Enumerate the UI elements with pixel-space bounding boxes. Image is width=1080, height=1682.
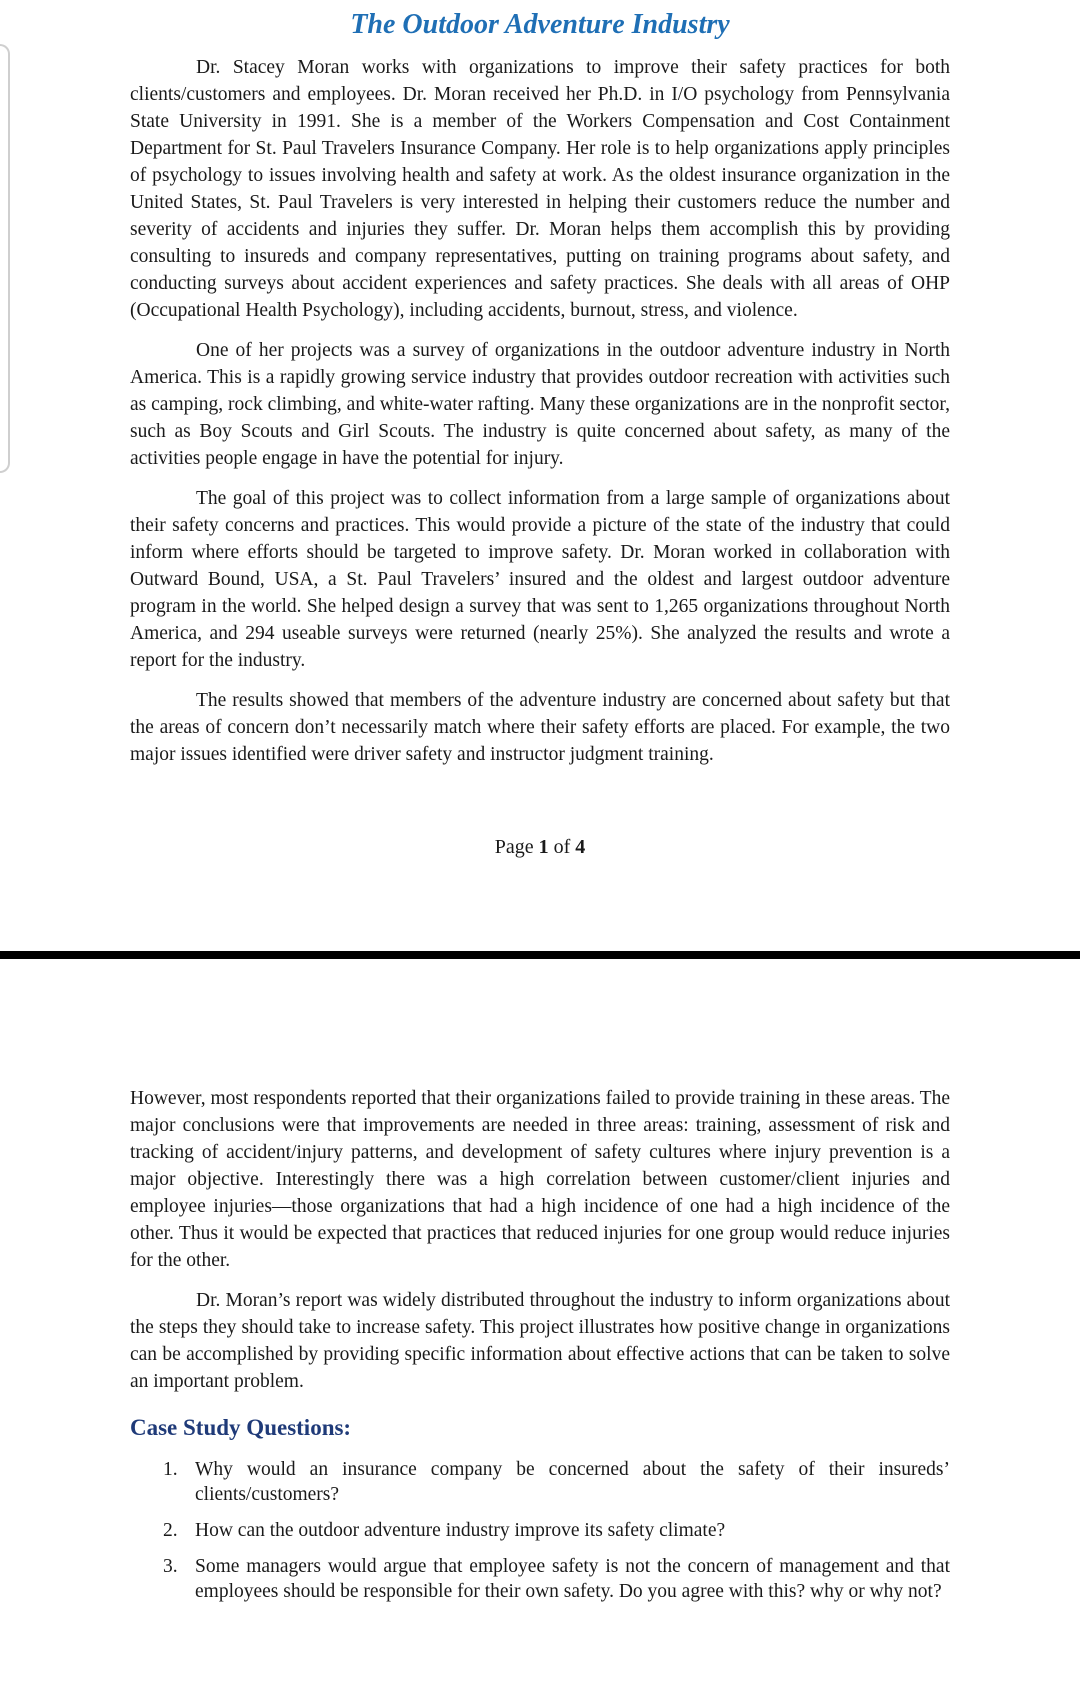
- page-break-divider: [0, 951, 1080, 959]
- case-study-questions-heading: Case Study Questions:: [130, 1415, 352, 1440]
- question-text: Why would an insurance company be concerned about the safety of their insureds’ clients/customers?: [195, 1459, 950, 1505]
- current-page-number: 1: [538, 836, 549, 858]
- paragraph-survey-project: One of her projects was a survey of organizations in the outdoor adventure industry in North America. This is a rapidly growing service industry that provides outdoor recreation with activities such as camping, rock climbing, and white-water rafting. Many these organizations are in the nonprofit sector, such as Boy Scouts and Girl Scouts. The industry is quite concerned about safety, as many of the activities people engage in have the potential for injury.: [130, 340, 950, 469]
- page-prefix: Page: [494, 836, 539, 858]
- question-number: 1.: [163, 1459, 178, 1480]
- paragraph-results: The results showed that members of the adventure industry are concerned about safety but that the areas of concern don’t necessarily match where their safety efforts are placed. For example, the two major issues identified were driver safety and instructor judgment training.: [130, 690, 950, 765]
- paragraph-results-continued: However, most respondents reported that their organizations failed to provide training in these areas. The major conclusions were that improvements are needed in three areas: training, assessment of risk and tracking of accident/injury patterns, and development of safety cultures where injury prevention is a major objective. Interestingly there was a high correlation between customer/client injuries and employee injuries—those organizations that had a high incidence of one had a high incidence of the other. Thus it would be expected that practices that reduced injuries for one group would reduce injuries for the other.: [130, 1088, 950, 1271]
- question-number: 2.: [163, 1520, 178, 1541]
- total-page-count: 4: [575, 836, 586, 858]
- list-item: [130, 1518, 950, 1543]
- page-of-label: of: [548, 836, 576, 858]
- list-item: [130, 1457, 950, 1507]
- window-edge-bracket: [0, 44, 10, 473]
- paragraph-project-goal: The goal of this project was to collect information from a large sample of organizations about their safety concerns and practices. This would provide a picture of the state of the industry that could inform where efforts should be targeted to improve safety. Dr. Moran worked in collaboration with Outward Bound, USA, a St. Paul Travelers’ insured and the oldest and largest outdoor adventure program in the world. She helped design a survey that was sent to 1,265 organizations throughout North America, and 294 useable surveys were returned (nearly 25%). She analyzed the results and wrote a report for the industry.: [130, 488, 950, 671]
- page-number-footer: [0, 836, 1080, 859]
- question-text: How can the outdoor adventure industry improve its safety climate?: [195, 1520, 726, 1541]
- case-study-questions-list: [130, 1457, 950, 1604]
- paragraph-report-distribution: Dr. Moran’s report was widely distributed throughout the industry to inform organizations about the steps they should take to increase safety. This project illustrates how positive change in organizations can be accomplished by providing specific information about effective actions that can be taken to solve an important problem.: [130, 1290, 950, 1392]
- document-title: The Outdoor Adventure Industry: [350, 9, 730, 40]
- paragraph-intro: Dr. Stacey Moran works with organizations to improve their safety practices for both clients/customers and employees. Dr. Moran received her Ph.D. in I/O psychology from Pennsylvania State University in 1991. She is a member of the Workers Compensation and Cost Containment Department for St. Paul Travelers Insurance Company. Her role is to help organizations apply principles of psychology to issues involving health and safety at work. As the oldest insurance organization in the United States, St. Paul Travelers is very interested in helping their customers reduce the number and severity of accidents and injuries they suffer. Dr. Moran helps them accomplish this by providing consulting to insureds and company representatives, putting on training programs about safety, and conducting surveys about accident experiences and safety practices. She deals with all areas of OHP (Occupational Health Psychology), including accidents, burnout, stress, and violence.: [130, 57, 950, 321]
- list-item: [130, 1554, 950, 1604]
- document-page-1: [130, 0, 950, 768]
- document-page-2: [130, 1085, 950, 1615]
- question-number: 3.: [163, 1556, 178, 1577]
- question-text: Some managers would argue that employee safety is not the concern of management and that employees should be responsible for their own safety. Do you agree with this? why or why not?: [195, 1556, 950, 1602]
